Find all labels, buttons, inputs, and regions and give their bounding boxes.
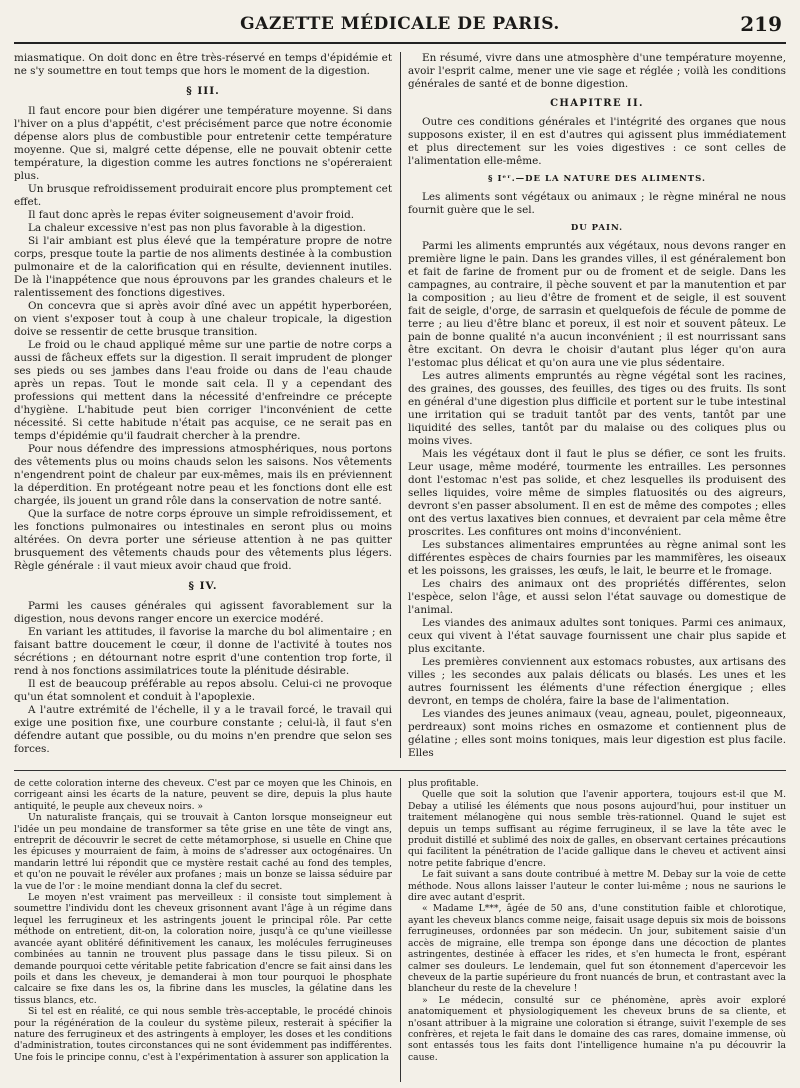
paragraph: Parmi les aliments empruntés aux végétaux, nous devons ranger en première ligne le pain. Dans les grandes villes, il est généralement bon et fait de farine de froment pur ou de froment et de seigle. Dans les campagnes, au contraire, il pèche souvent et par la manutention et par la composition ; au lieu d'être de froment et de seigle, il est souvent fait de seigle, d'orge, de sarrasin et quelquefois de fécule de pomme de terre ; au lieu d'être blanc et poreux, il est noir et souvent pâteux. Le pain de bonne qualité n'a aucun inconvénient ; il est nourrissant sans être excitant. On devra le choisir d'autant plus léger qu'on aura l'estomac plus délicat et qu'on aura une vie plus sédentaire. [408, 240, 786, 369]
paragraph: En résumé, vivre dans une atmosphère d'une température moyenne, avoir l'esprit calme, mener une vie sage et réglée ; voilà les conditions générales de santé et de bonne digestion. [408, 52, 786, 90]
paragraph: de cette coloration interne des cheveux. C'est par ce moyen que les Chinois, en corrigeant ainsi les écarts de la nature, peuvent se dire, depuis la plus haute antiquité, le peuple aux cheveux noirs. » [14, 778, 392, 812]
paragraph: plus profitable. [408, 778, 479, 789]
paragraph: Si tel est en réalité, ce qui nous semble très-acceptable, le procédé chinois pour la régénération de la couleur du système pileux, resterait à spécifier la nature des ferrugineux et des astringents à employer, les doses et les conditions d'administration, toutes circonstances qui ne sont évidemment pas indifférentes. Une fois le principe connu, c'est à l'expérimentation à assurer son application la [14, 1006, 392, 1063]
section-heading: § Iᵉʳ.—DE LA NATURE DES ALIMENTS. [488, 174, 706, 184]
paragraph: Le froid ou le chaud appliqué même sur une partie de notre corps a aussi de fâcheux effets sur la digestion. Il serait imprudent de plonger ses pieds ou ses jambes dans l'eau froide ou dans de l'eau chaude après un repas. Tout le monde sait cela. Il y a cependant des professions qui mettent dans la nécessité d'enfreindre ce précepte d'hygiène. L'habitude peut bien corriger l'inconvénient de cette nécessité. Si cette habitude n'était pas acquise, ce ne serait pas en temps d'épidémie qu'il faudrait chercher à la prendre. [14, 339, 392, 442]
column-4 [408, 778, 786, 1082]
section-heading: § IV. [188, 580, 218, 592]
paragraph: Les substances alimentaires empruntées au règne animal sont les différentes espèces de chairs fournies par les mammifères, les oiseaux et les poissons, les graisses, les œufs, le lait, le beurre et le fromage. [408, 539, 786, 577]
column-2 [408, 52, 786, 758]
paragraph: On concevra que si après avoir dîné avec un appétit hyperboréen, on vient s'exposer tout à coup à une chaleur tropicale, la digestion doive se ressentir de cette brusque transition. [14, 300, 392, 338]
column-divider [400, 778, 401, 1082]
paragraph: A l'autre extrémité de l'échelle, il y a le travail forcé, le travail qui exige une position fixe, une courbure constante ; celui-là, il faut s'en défendre autant que possible, ou du moins n'en prendre que selon ses forces. [14, 704, 392, 755]
paragraph: Les premières conviennent aux estomacs robustes, aux artisans des villes ; les secondes aux palais délicats ou blasés. Les unes et les autres fournissent les éléments d'une réfection énergique ; elles devront, en temps de choléra, faire la base de l'alimentation. [408, 656, 786, 707]
paragraph: Il faut encore pour bien digérer une température moyenne. Si dans l'hiver on a plus d'appétit, c'est précisément parce que notre économie dépense alors plus de combustible pour entretenir cette température moyenne. Que si, malgré cette dépense, elle ne pouvait obtenir cette température, la digestion comme les autres fonctions ne s'opéreraient plus. [14, 105, 392, 182]
paragraph: En variant les attitudes, il favorise la marche du bol alimentaire ; en faisant battre doucement le cœur, il donne de l'activité à toutes nos sécrétions ; en détournant notre esprit d'une contention trop forte, il rend à nos fonctions assimilatrices toute la plénitude désirable. [14, 626, 392, 677]
paragraph: Le fait suivant a sans doute contribué à mettre M. Debay sur la voie de cette méthode. Nous allons laisser l'auteur le conter lui-même ; nous ne saurions le dire avec autant d'esprit. [408, 869, 786, 904]
paragraph: Il est de beaucoup préférable au repos absolu. Celui-ci ne provoque qu'un état somnolent et conduit à l'apoplexie. [14, 678, 392, 703]
paragraph: miasmatique. On doit donc en être très-réservé en temps d'épidémie et ne s'y soumettre en tout temps que hors le moment de la digestion. [14, 52, 392, 77]
subsection-heading: DU PAIN. [570, 223, 624, 233]
paragraph: Le moyen n'est vraiment pas merveilleux : il consiste tout simplement à soumettre l'individu dont les cheveux grisonnent avant l'âge à un régime dans lequel les ferrugineux et les astringents jouent le principal rôle. Par cette méthode on entretient, dit-on, la coloration noire, jusqu'à ce qu'une vieillesse avancée ayant oblitéré définitivement les canaux, les molécules ferrugineuses combinées au tannin ne trouvent plus passage dans le tissu pileux. Si on demande pourquoi cette véritable petite fabrication d'encre se fait ainsi dans les poils et dans les cheveux, je demanderai à mon tour pourquoi le phosphate calcaire se fixe dans les os, la fibrine dans les muscles, la gélatine dans les tissus blancs, etc. [14, 892, 392, 1006]
paragraph: Les chairs des animaux ont des propriétés différentes, selon l'espèce, selon l'âge, et aussi selon l'état sauvage ou domestique de l'animal. [408, 578, 786, 616]
paragraph: Si l'air ambiant est plus élevé que la température propre de notre corps, presque toute la partie de nos aliments destinée à la combustion pulmonaire et de la calorification qui en résulte, deviennent inutiles. De là l'inappétence que nous éprouvons par les grandes chaleurs et le ralentissement des fonctions digestives. [14, 235, 392, 299]
page-number: 219 [740, 12, 782, 36]
paragraph: « Madame L***, âgée de 50 ans, d'une constitution faible et chlorotique, ayant les cheveux blancs comme neige, faisait usage depuis six mois de boissons ferrugineuses, ordonnées par son médecin. Un jour, subitement saisie d'un accès de migraine, elle trempa son éponge dans une décoction de plantes astringentes, destinée à effacer les rides, et s'en humecta le front, espérant calmer ses douleurs. Le lendemain, quel fut son étonnement d'apercevoir les cheveux de la partie supérieure du front nuancés de brun, et contrastant avec la blancheur du reste de la chevelure ! [408, 903, 786, 995]
page-header [14, 8, 786, 44]
column-1 [14, 52, 392, 758]
paragraph: Les viandes des jeunes animaux (veau, agneau, poulet, pigeonneaux, perdreaux) sont moins riches en osmazome et contiennent plus de gélatine ; elles sont moins toniques, mais leur digestion est plus facile. Elles [408, 708, 786, 758]
column-divider [400, 52, 401, 758]
section-heading: § III. [186, 85, 220, 97]
paragraph: Les viandes des animaux adultes sont toniques. Parmi ces animaux, ceux qui vivent à l'état sauvage fournissent une chair plus sapide et plus excitante. [408, 617, 786, 655]
journal-title: GAZETTE MÉDICALE DE PARIS. [240, 14, 560, 34]
paragraph: Que la surface de notre corps éprouve un simple refroidissement, et les fonctions pulmonaires ou intestinales en seront plus ou moins altérées. On devra porter une sérieuse attention à ne pas quitter brusquement des vêtements chauds pour des vêtements plus légers. Règle générale : il vaut mieux avoir chaud que froid. [14, 508, 392, 572]
paragraph: Outre ces conditions générales et l'intégrité des organes que nous supposons exister, il en est d'autres qui agissent plus immédiatement et plus directement sur les voies digestives : ce sont celles de l'alimentation elle-même. [408, 116, 786, 167]
paragraph: Mais les végétaux dont il faut le plus se défier, ce sont les fruits. Leur usage, même modéré, tourmente les entrailles. Les personnes dont l'estomac n'est pas solide, et chez lesquelles ils produisent des selles liquides, voire même de simples flatuosités ou des aigreurs, devront s'en passer absolument. Il en est de même des compotes ; elles ont des vertus laxatives bien connues, et devraient par cela même être proscrites. Les confitures ont moins d'inconvénient. [408, 448, 786, 538]
chapter-heading: CHAPITRE II. [550, 98, 644, 109]
paragraph: Pour nous défendre des impressions atmosphériques, nous portons des vêtements plus ou moins chauds selon les saisons. Nos vêtements n'engendrent point de chaleur par eux-mêmes, mais ils en préviennent la déperdition. En protégeant notre peau et les fonctions dont elle est chargée, ils jouent un grand rôle dans la conservation de notre santé. [14, 443, 392, 507]
paragraph: » Le médecin, consulté sur ce phénomène, après avoir exploré anatomiquement et physiologiquement les cheveux bruns de sa cliente, et n'osant attribuer à la migraine une coloration si étrange, suivit l'exemple de ses confrères, et rejeta le fait dans le domaine des cas rares, domaine immense, où sont entassés tous les faits dont l'intelligence humaine n'a pu découvrir la cause. [408, 994, 786, 1063]
paragraph: Quelle que soit la solution que l'avenir apportera, toujours est-il que M. Debay a utilisé les éléments que nous posons aujourd'hui, pour instituer un traitement mélanogène qui nous semble très-rationnel. Quand le sujet est depuis un temps suffisant au régime ferrugineux, il se lave la tête avec le produit distillé et sublimé des noix de galles, en observant certaines précautions qui facilitent la pénétration de l'acide gallique dans le cheveu et activent ainsi notre petite fabrique d'encre. [408, 789, 786, 869]
paragraph: La chaleur excessive n'est pas non plus favorable à la digestion. [28, 222, 366, 234]
paragraph: Les aliments sont végétaux ou animaux ; le règne minéral ne nous fournit guère que le sel. [408, 191, 786, 216]
feuilleton-divider [14, 770, 786, 771]
column-3 [14, 778, 392, 1082]
paragraph: Les autres aliments empruntés au règne végétal sont les racines, des graines, des gousses, des feuilles, des tiges ou des fruits. Ils sont en général d'une digestion plus difficile et portent sur le tube intestinal une irritation qui se traduit tantôt par des vents, tantôt par une liquidité des selles, tantôt par du malaise ou des coliques plus ou moins vives. [408, 370, 786, 447]
paragraph: Un naturaliste français, qui se trouvait à Canton lorsque monseigneur eut l'idée un peu mondaine de transformer sa tête grise en une tête de vingt ans, entreprit de découvrir le secret de cette métamorphose, si usuelle en Chine que les épicuses y mourraient de faim, à moins de s'adresser aux octogénaires. Un mandarin lettré lui répondit que ce mystère restait caché au fond des temples, et qu'on ne pouvait le révéler aux profanes ; mais un bonze se laissa séduire par la vue de l'or : le moine mendiant donna la clef du secret. [14, 812, 392, 892]
paragraph: Un brusque refroidissement produirait encore plus promptement cet effet. [14, 183, 392, 208]
paragraph: Il faut donc après le repas éviter soigneusement d'avoir froid. [28, 209, 355, 221]
paragraph: Parmi les causes générales qui agissent favorablement sur la digestion, nous devons ranger encore un exercice modéré. [14, 600, 392, 625]
